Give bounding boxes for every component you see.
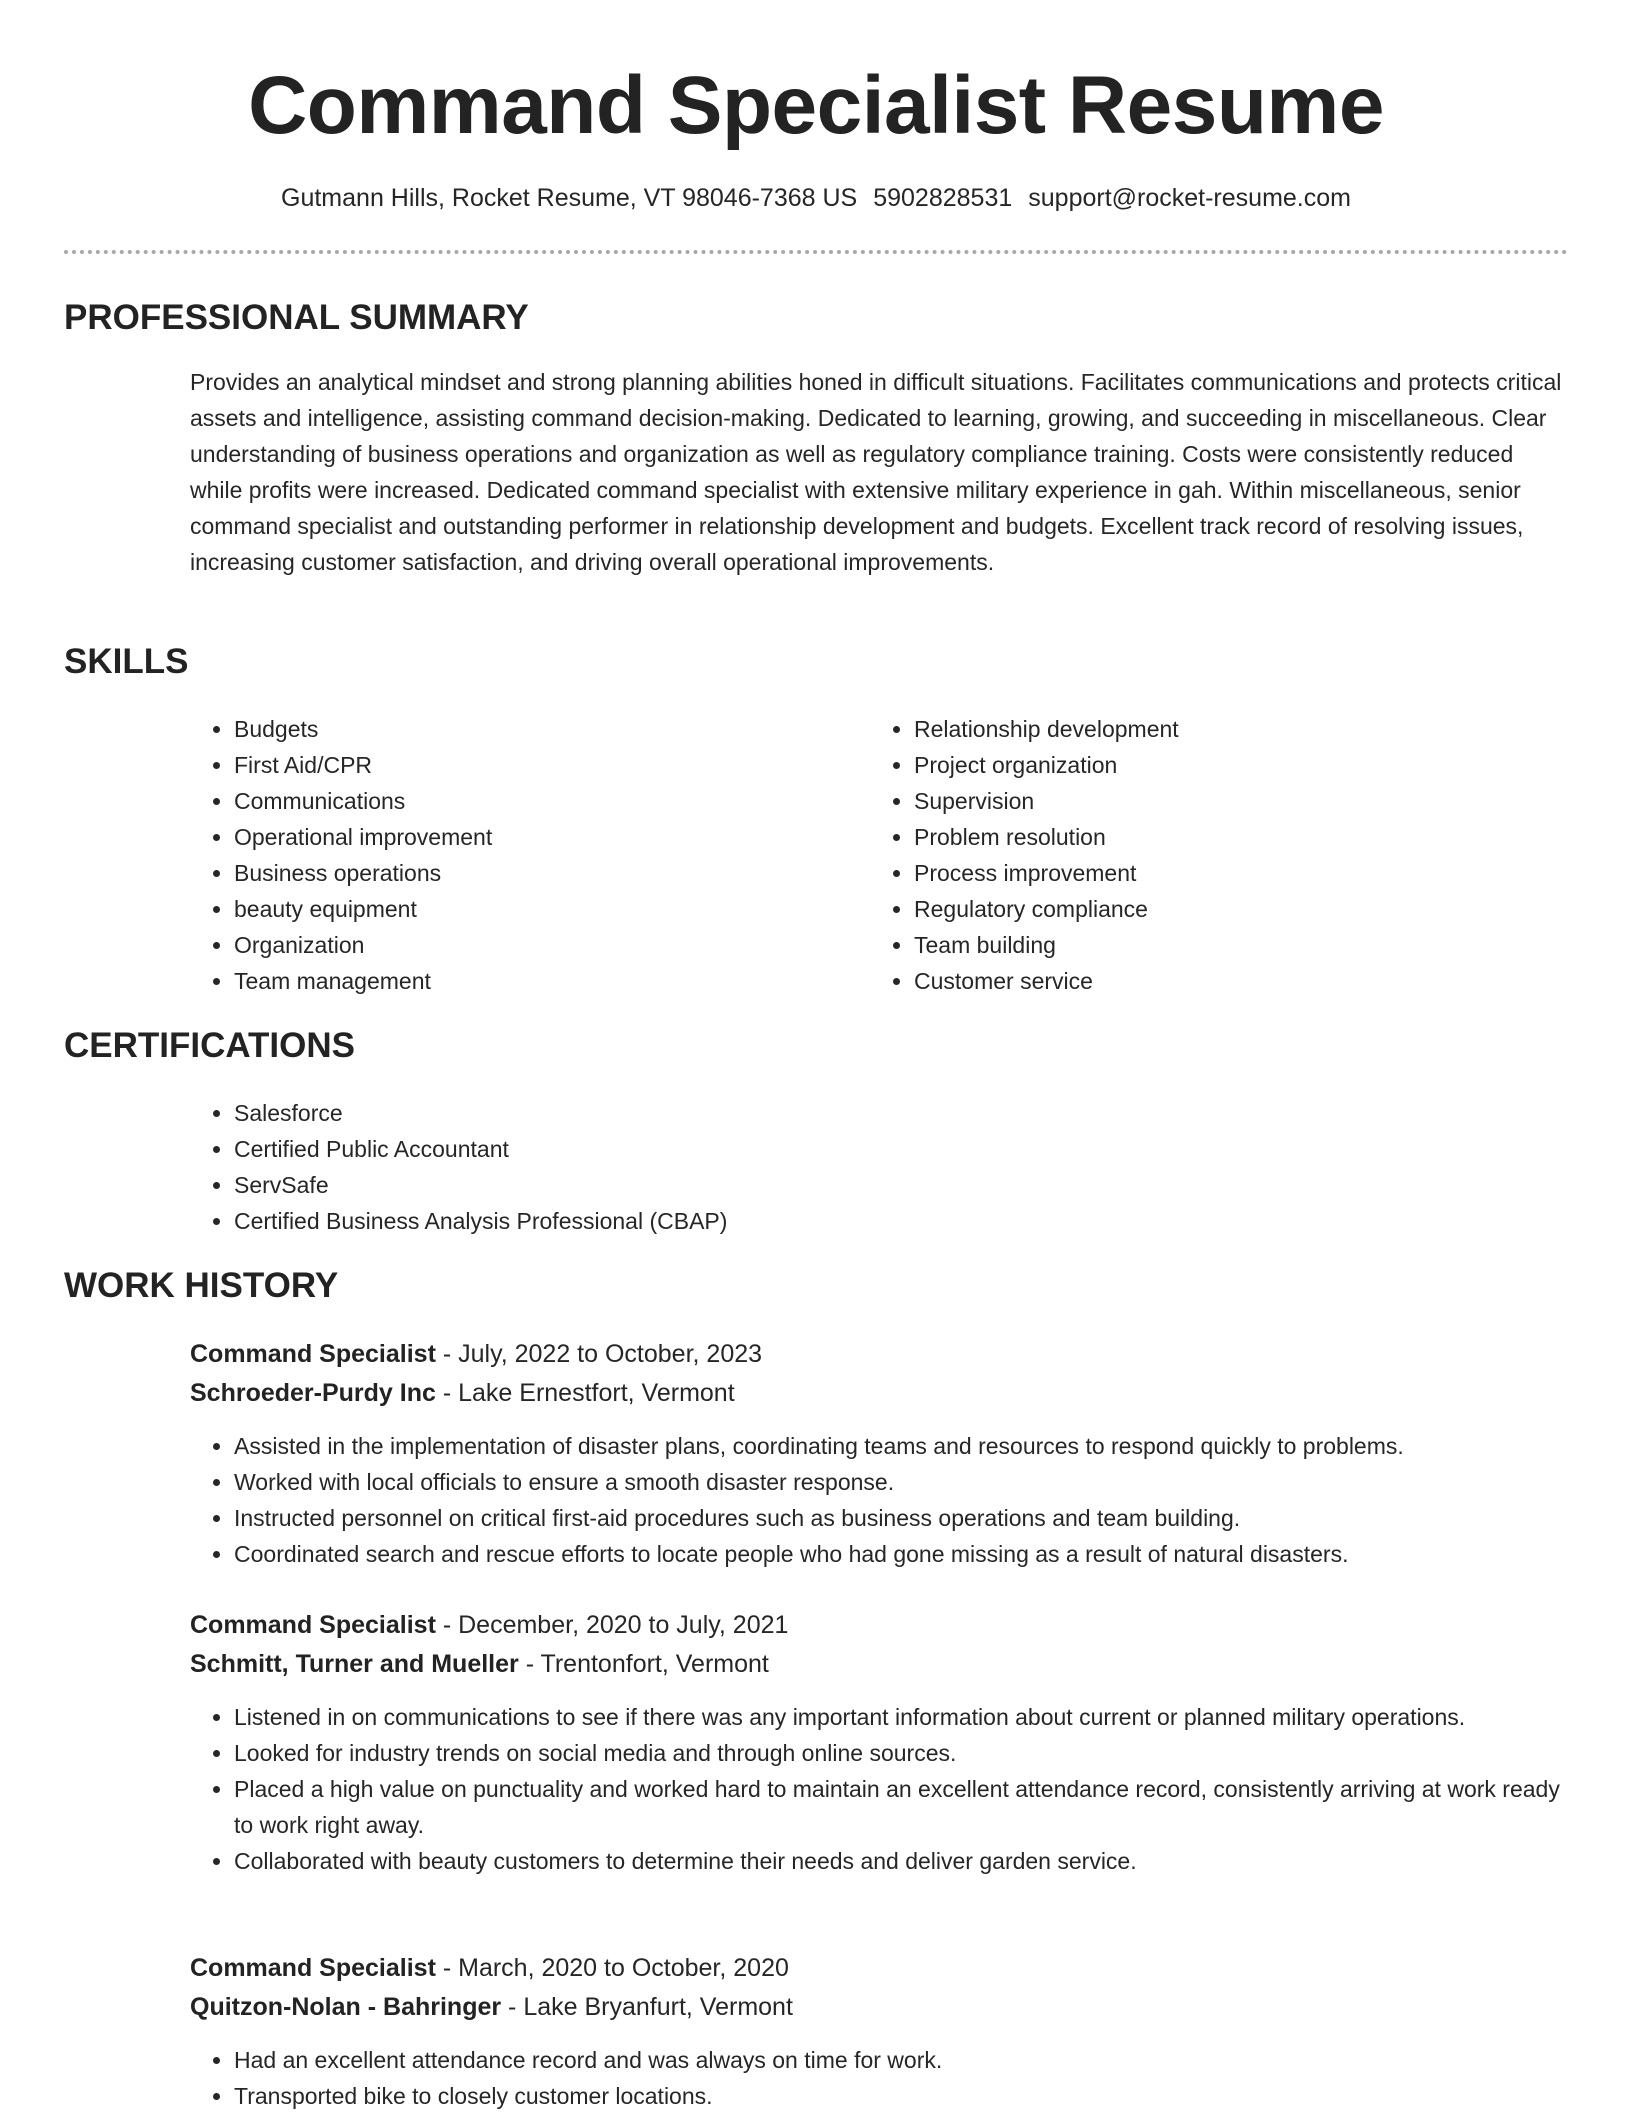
list-item: • Coordinated search and rescue efforts to locate people who had gone missing as a result of natural disasters. <box>234 1536 1570 1572</box>
job-role: Command Specialist <box>190 1340 436 1368</box>
job-company: Quitzon-Nolan - Bahringer <box>190 1993 502 2021</box>
job-entry <box>190 1949 1570 2114</box>
contact-email: support@rocket-resume.com <box>1028 184 1351 212</box>
skills-list-left <box>190 711 834 999</box>
certifications-list <box>190 1095 1234 1239</box>
list-item: • Certified Business Analysis Professional (CBAP) <box>234 1203 1234 1239</box>
list-item: • Project organization <box>914 747 1614 783</box>
contact-line <box>64 180 1568 216</box>
summary-text: Provides an analytical mindset and strong planning abilities honed in difficult situations. Facilitates communications and protects critical assets and intelligence, assisting command decision-making. Dedicated to learning, growing, and succeeding in miscellaneous. Clear understanding of business operations and organization as well as regulatory compliance training. Costs were consistently reduced while profits were increased. Dedicated command specialist with extensive military experience in gah. Within miscellaneous, senior command specialist and outstanding performer in relationship development and budgets. Excellent track record of resolving issues, increasing customer satisfaction, and driving overall operational improvements. <box>190 369 1562 575</box>
job-bullets <box>190 1699 1570 1879</box>
job-dates: - December, 2020 to July, 2021 <box>435 1611 789 1639</box>
list-item: • Team building <box>914 927 1614 963</box>
header-divider <box>64 250 1568 254</box>
list-item: • Relationship development <box>914 711 1614 747</box>
job-company-line <box>190 1988 1570 2027</box>
list-item: • Collaborated with beauty customers to determine their needs and deliver garden service. <box>234 1843 1570 1879</box>
list-item: • Supervision <box>914 783 1614 819</box>
job-company-line <box>190 1645 1570 1684</box>
list-item: • Communications <box>234 783 834 819</box>
resume-title: Command Specialist Resume <box>248 60 1384 151</box>
list-item: • ServSafe <box>234 1167 1234 1203</box>
list-item: • Placed a high value on punctuality and worked hard to maintain an excellent attendance record, consistently arriving at work ready to work right away. <box>234 1771 1570 1843</box>
list-item: • Transported bike to closely customer locations. <box>234 2078 1570 2114</box>
section-title-work-history: WORK HISTORY <box>64 1266 339 1305</box>
list-item: • Worked with local officials to ensure a smooth disaster response. <box>234 1464 1570 1500</box>
list-item: • Regulatory compliance <box>914 891 1614 927</box>
job-entry <box>190 1335 1570 1572</box>
section-title-summary: PROFESSIONAL SUMMARY <box>64 298 529 337</box>
job-title-line <box>190 1335 1570 1374</box>
list-item: • Problem resolution <box>914 819 1614 855</box>
list-item: • Operational improvement <box>234 819 834 855</box>
list-item: • beauty equipment <box>234 891 834 927</box>
contact-phone: 5902828531 <box>873 184 1013 212</box>
job-title-line <box>190 1606 1570 1645</box>
list-item: • Salesforce <box>234 1095 1234 1131</box>
job-company: Schmitt, Turner and Mueller <box>190 1650 519 1678</box>
list-item: • Business operations <box>234 855 834 891</box>
job-location: - Lake Ernestfort, Vermont <box>435 1379 735 1407</box>
list-item: • Instructed personnel on critical first-aid procedures such as business operations and team building. <box>234 1500 1570 1536</box>
list-item: • Assisted in the implementation of disaster plans, coordinating teams and resources to respond quickly to problems. <box>234 1428 1570 1464</box>
job-dates: - March, 2020 to October, 2020 <box>435 1954 789 1982</box>
list-item: • Team management <box>234 963 834 999</box>
job-bullets <box>190 2042 1570 2114</box>
contact-address: Gutmann Hills, Rocket Resume, VT 98046-7368 US <box>281 184 858 212</box>
list-item: • Listened in on communications to see if there was any important information about current or planned military operations. <box>234 1699 1570 1735</box>
job-location: - Trentonfort, Vermont <box>518 1650 769 1678</box>
list-item: • Customer service <box>914 963 1614 999</box>
list-item: • Certified Public Accountant <box>234 1131 1234 1167</box>
list-item: • Process improvement <box>914 855 1614 891</box>
resume-page <box>64 0 1568 2112</box>
job-bullets <box>190 1428 1570 1572</box>
job-dates: - July, 2022 to October, 2023 <box>435 1340 763 1368</box>
list-item: • Budgets <box>234 711 834 747</box>
job-role: Command Specialist <box>190 1611 436 1639</box>
job-entry <box>190 1606 1570 1879</box>
section-title-certifications: CERTIFICATIONS <box>64 1026 356 1065</box>
section-title-skills: SKILLS <box>64 642 189 681</box>
list-item: • First Aid/CPR <box>234 747 834 783</box>
job-title-line <box>190 1949 1570 1988</box>
job-company-line <box>190 1374 1570 1413</box>
skills-list-right <box>870 711 1614 999</box>
list-item: • Looked for industry trends on social media and through online sources. <box>234 1735 1570 1771</box>
job-role: Command Specialist <box>190 1954 436 1982</box>
list-item: • Had an excellent attendance record and was always on time for work. <box>234 2042 1570 2078</box>
job-company: Schroeder-Purdy Inc <box>190 1379 436 1407</box>
job-location: - Lake Bryanfurt, Vermont <box>501 1993 793 2021</box>
list-item: • Organization <box>234 927 834 963</box>
